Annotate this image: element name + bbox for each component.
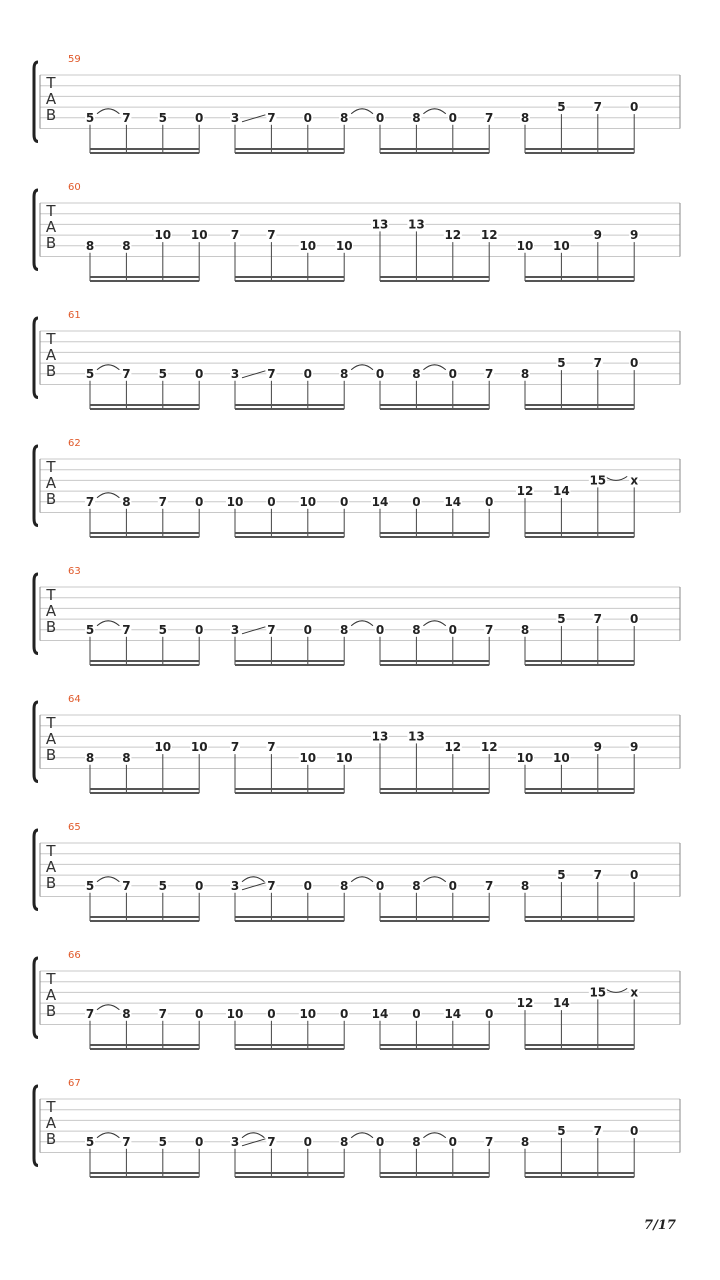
fret-number: 5	[557, 100, 566, 115]
fret-number: 0	[340, 494, 349, 509]
fret-number: 7	[267, 366, 276, 381]
fret-number: 8	[412, 878, 421, 893]
fret-number: 0	[375, 622, 385, 637]
fret-number: 8	[412, 622, 421, 637]
fret-number: 14	[553, 484, 570, 499]
fret-number: 10	[516, 238, 534, 253]
fret-number: 3	[230, 622, 240, 637]
fret-number: 0	[375, 878, 385, 893]
tab-clef-b: B	[45, 618, 57, 636]
fret-number: 0	[375, 1134, 385, 1149]
fret-number: 10	[190, 740, 208, 755]
fret-number: 8	[412, 1134, 421, 1149]
tie-arc	[423, 1133, 445, 1138]
fret-number: 7	[593, 1124, 602, 1139]
tab-clef-a: A	[45, 730, 57, 748]
fret-number: 9	[630, 740, 639, 755]
fret-number: 9	[630, 228, 639, 243]
page-number: 7/17	[644, 1218, 676, 1233]
fret-number: 5	[85, 622, 95, 637]
tab-clef-t: T	[46, 202, 56, 220]
fret-number: 12	[480, 228, 498, 243]
tie-arc	[97, 621, 119, 626]
tie-arc	[351, 109, 373, 114]
fret-number: 8	[122, 238, 131, 253]
fret-number: 7	[485, 110, 494, 125]
fret-number: 0	[448, 366, 457, 381]
tie-arc	[351, 877, 373, 882]
fret-number: 0	[630, 356, 639, 371]
measure-number: 64	[68, 694, 81, 705]
fret-number: 0	[485, 494, 494, 509]
tab-system	[34, 310, 680, 409]
fret-number: 5	[557, 612, 566, 627]
fret-number: 7	[122, 622, 131, 637]
fret-number: 10	[299, 750, 317, 765]
fret-number: 13	[371, 217, 389, 232]
tab-clef-a: A	[45, 218, 57, 236]
fret-number: 5	[85, 366, 95, 381]
fret-number: 7	[593, 356, 602, 371]
fret-number: 10	[516, 750, 534, 765]
fret-number: 0	[195, 878, 204, 893]
fret-number: 10	[299, 1006, 317, 1021]
fret-number: 0	[195, 366, 204, 381]
tab-clef-a: A	[45, 986, 57, 1004]
fret-number: 7	[85, 1006, 95, 1021]
tie-arc	[97, 109, 119, 114]
fret-number: 13	[371, 729, 389, 744]
tab-clef-b: B	[45, 234, 57, 252]
tab-clef-a: A	[45, 858, 57, 876]
fret-number: 8	[520, 878, 530, 893]
tie-arc	[242, 1133, 264, 1138]
fret-number: 0	[630, 868, 639, 883]
fret-number: 0	[448, 110, 457, 125]
fret-number: 7	[593, 100, 602, 115]
fret-number: 8	[412, 366, 421, 381]
fret-number: 0	[303, 1134, 312, 1149]
tie-arc	[423, 621, 445, 626]
system-bracket	[34, 62, 38, 142]
tab-system	[34, 54, 680, 153]
tie-arc	[423, 109, 445, 114]
fret-number: 7	[593, 868, 602, 883]
fret-number: 13	[408, 217, 425, 232]
fret-number: x	[630, 473, 639, 488]
fret-number: 12	[516, 996, 534, 1011]
tab-system	[34, 694, 680, 793]
tab-clef-t: T	[46, 74, 56, 92]
fret-number: 8	[340, 366, 349, 381]
system-bracket	[34, 702, 38, 782]
fret-number: 8	[520, 622, 530, 637]
tab-clef-t: T	[46, 330, 56, 348]
fret-number: 0	[630, 100, 639, 115]
fret-number: 7	[485, 1134, 494, 1149]
fret-number: 5	[557, 1124, 566, 1139]
fret-number: 5	[158, 622, 167, 637]
tab-clef-b: B	[45, 490, 57, 508]
fret-number: 0	[375, 366, 385, 381]
fret-number: 0	[195, 494, 204, 509]
fret-number: 7	[485, 366, 494, 381]
fret-number: 8	[122, 494, 131, 509]
fret-number: 5	[85, 1134, 95, 1149]
tab-clef-b: B	[45, 1002, 57, 1020]
fret-number: 0	[412, 1006, 421, 1021]
fret-number: 12	[480, 740, 498, 755]
tie-arc	[351, 621, 373, 626]
fret-number: 7	[230, 228, 240, 243]
fret-number: 7	[267, 110, 276, 125]
fret-number: 8	[122, 750, 131, 765]
fret-number: 14	[371, 1006, 389, 1021]
tab-clef-t: T	[46, 970, 56, 988]
measure-number: 66	[68, 950, 81, 961]
tab-system	[34, 438, 680, 537]
fret-number: x	[630, 985, 639, 1000]
fret-number: 7	[267, 740, 276, 755]
tab-clef-a: A	[45, 474, 57, 492]
fret-number: 5	[158, 1134, 167, 1149]
fret-number: 10	[226, 494, 244, 509]
tie-arc	[351, 1133, 373, 1138]
fret-number: 7	[485, 878, 494, 893]
fret-number: 12	[444, 740, 462, 755]
fret-number: 10	[154, 740, 172, 755]
tab-system	[34, 1078, 680, 1177]
fret-number: 0	[448, 1134, 457, 1149]
tab-clef-t: T	[46, 458, 56, 476]
fret-number: 8	[340, 622, 349, 637]
measure-number: 60	[68, 182, 81, 193]
tie-arc	[97, 877, 119, 882]
system-bracket	[34, 318, 38, 398]
system-bracket	[34, 830, 38, 910]
tab-system	[34, 182, 680, 281]
fret-number: 7	[122, 1134, 131, 1149]
fret-number: 10	[299, 494, 317, 509]
fret-number: 5	[158, 878, 167, 893]
fret-number: 8	[340, 1134, 349, 1149]
fret-number: 10	[190, 228, 208, 243]
fret-number: 0	[630, 612, 639, 627]
fret-number: 15	[589, 985, 607, 1000]
tab-system	[34, 566, 680, 665]
fret-number: 5	[158, 366, 167, 381]
fret-number: 8	[85, 750, 95, 765]
fret-number: 0	[485, 1006, 494, 1021]
tie-arc	[605, 476, 627, 480]
measure-number: 59	[68, 54, 81, 65]
tab-system	[34, 950, 680, 1049]
tab-clef-b: B	[45, 106, 57, 124]
fret-number: 0	[303, 366, 312, 381]
fret-number: 7	[485, 622, 494, 637]
measure-number: 61	[68, 310, 81, 321]
tab-clef-t: T	[46, 586, 56, 604]
fret-number: 9	[593, 740, 602, 755]
system-bracket	[34, 446, 38, 526]
fret-number: 10	[154, 228, 172, 243]
fret-number: 8	[340, 878, 349, 893]
fret-number: 0	[195, 1134, 204, 1149]
fret-number: 3	[230, 878, 240, 893]
fret-number: 14	[444, 1006, 462, 1021]
fret-number: 7	[593, 612, 602, 627]
fret-number: 8	[520, 110, 530, 125]
fret-number: 14	[553, 996, 570, 1011]
fret-number: 8	[412, 110, 421, 125]
tab-system	[34, 822, 680, 921]
tab-clef-b: B	[45, 746, 57, 764]
measure-number: 63	[68, 566, 81, 577]
fret-number: 0	[448, 622, 457, 637]
fret-number: 3	[230, 366, 240, 381]
fret-number: 15	[589, 473, 607, 488]
tie-arc	[97, 1005, 119, 1010]
fret-number: 3	[230, 1134, 240, 1149]
fret-number: 7	[230, 740, 240, 755]
fret-number: 10	[335, 238, 353, 253]
tab-clef-a: A	[45, 90, 57, 108]
system-bracket	[34, 190, 38, 270]
fret-number: 5	[85, 878, 95, 893]
fret-number: 0	[267, 1006, 276, 1021]
fret-number: 3	[230, 110, 240, 125]
fret-number: 12	[444, 228, 462, 243]
fret-number: 8	[340, 110, 349, 125]
measure-number: 62	[68, 438, 81, 449]
fret-number: 7	[267, 228, 276, 243]
fret-number: 0	[303, 878, 312, 893]
fret-number: 0	[303, 622, 312, 637]
tab-clef-b: B	[45, 874, 57, 892]
tie-arc	[423, 365, 445, 370]
measure-number: 65	[68, 822, 81, 833]
fret-number: 10	[299, 238, 317, 253]
fret-number: 13	[408, 729, 425, 744]
tab-clef-t: T	[46, 842, 56, 860]
fret-number: 7	[267, 622, 276, 637]
tie-arc	[97, 1133, 119, 1138]
fret-number: 5	[557, 356, 566, 371]
tie-arc	[97, 365, 119, 370]
fret-number: 8	[122, 1006, 131, 1021]
fret-number: 0	[340, 1006, 349, 1021]
fret-number: 5	[158, 110, 167, 125]
fret-number: 5	[557, 868, 566, 883]
system-bracket	[34, 1086, 38, 1166]
tie-arc	[351, 365, 373, 370]
fret-number: 0	[412, 494, 421, 509]
fret-number: 0	[195, 110, 204, 125]
fret-number: 7	[85, 494, 95, 509]
fret-number: 10	[226, 1006, 244, 1021]
fret-number: 7	[267, 1134, 276, 1149]
tab-clef-b: B	[45, 1130, 57, 1148]
tie-arc	[423, 877, 445, 882]
fret-number: 10	[335, 750, 353, 765]
fret-number: 8	[520, 1134, 530, 1149]
tab-clef-t: T	[46, 714, 56, 732]
fret-number: 7	[122, 878, 131, 893]
fret-number: 8	[520, 366, 530, 381]
tab-clef-a: A	[45, 602, 57, 620]
system-bracket	[34, 574, 38, 654]
fret-number: 7	[267, 878, 276, 893]
fret-number: 10	[553, 750, 570, 765]
fret-number: 7	[158, 494, 167, 509]
fret-number: 9	[593, 228, 602, 243]
fret-number: 0	[303, 110, 312, 125]
system-bracket	[34, 958, 38, 1038]
fret-number: 5	[85, 110, 95, 125]
fret-number: 10	[553, 238, 570, 253]
fret-number: 8	[85, 238, 95, 253]
fret-number: 0	[448, 878, 457, 893]
tie-arc	[242, 877, 264, 882]
tie-arc	[97, 493, 119, 498]
fret-number: 7	[158, 1006, 167, 1021]
fret-number: 0	[195, 1006, 204, 1021]
tab-clef-a: A	[45, 1114, 57, 1132]
fret-number: 0	[375, 110, 385, 125]
tab-clef-t: T	[46, 1098, 56, 1116]
fret-number: 14	[371, 494, 389, 509]
fret-number: 12	[516, 484, 534, 499]
tab-clef-b: B	[45, 362, 57, 380]
tab-clef-a: A	[45, 346, 57, 364]
fret-number: 0	[630, 1124, 639, 1139]
measure-number: 67	[68, 1078, 81, 1089]
fret-number: 0	[195, 622, 204, 637]
fret-number: 7	[122, 110, 131, 125]
fret-number: 14	[444, 494, 462, 509]
tie-arc	[605, 988, 627, 992]
fret-number: 0	[267, 494, 276, 509]
fret-number: 7	[122, 366, 131, 381]
